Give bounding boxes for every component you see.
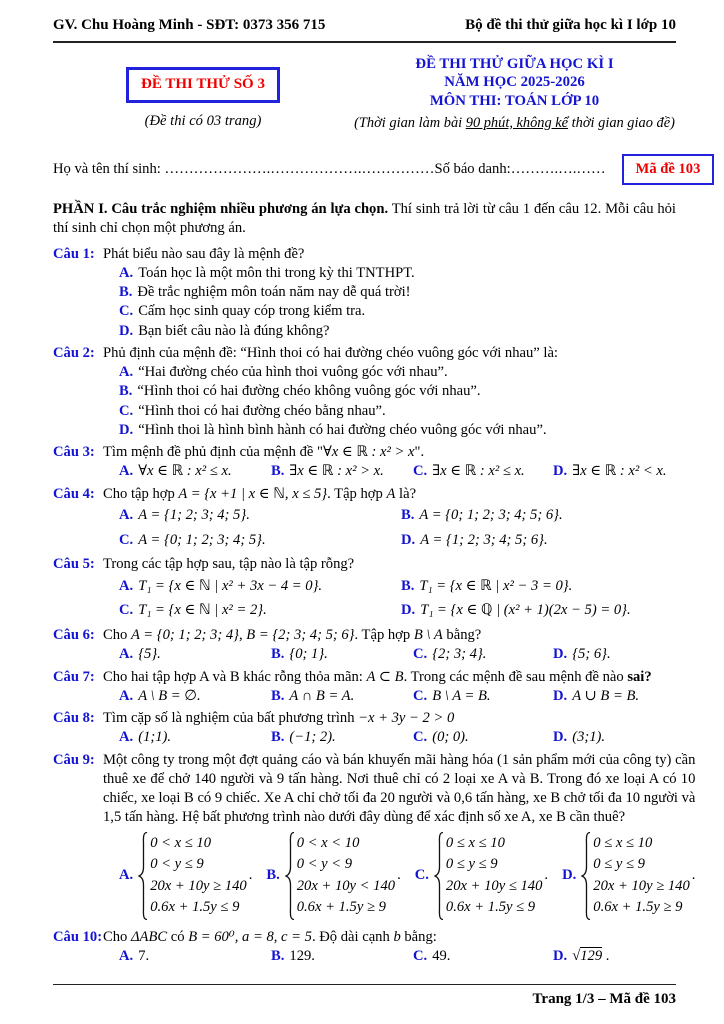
system-line: 0 ≤ x ≤ 10 (593, 834, 653, 851)
question-label: Câu 9: (53, 751, 95, 768)
system-line: 20x + 10y ≥ 140 (150, 877, 247, 894)
text-segment: A = {1; 2; 3; 4; 5; 6}. (420, 531, 548, 548)
option-label: A. (119, 687, 134, 704)
option (119, 599, 401, 623)
text-segment: Đề trắc nghiệm môn toán năm nay dễ quá trời! (137, 284, 411, 301)
text-segment: {0; 1}. (289, 646, 328, 663)
option-text (289, 646, 327, 662)
question-label: Câu 4: (53, 485, 95, 502)
text-segment: A \ B = ∅. (138, 687, 201, 704)
sbd-dots: ……….….…… (510, 160, 606, 177)
text-segment: T₁ = {x ∈ ℚ | (x² + 1)(2x − 5) = 0}. (420, 602, 631, 619)
option (119, 382, 676, 401)
question-label: Câu 10: (53, 928, 103, 945)
question-content (103, 485, 676, 553)
options (103, 645, 676, 664)
option-suffix: . (397, 866, 401, 883)
text-segment: A = {0; 1; 2; 3; 4; 5}. (138, 531, 266, 548)
option (401, 528, 676, 552)
title-block (53, 55, 676, 132)
question-stem (103, 751, 695, 828)
text-segment: A = {1; 2; 3; 4; 5}. (138, 507, 250, 524)
text-segment: A ∪ B = B. (572, 687, 640, 704)
question-content (103, 928, 676, 967)
text-segment: Phủ định của mệnh đề: “Hình thoi có hai đường chéo vuông góc với nhau” là: (103, 344, 558, 361)
option-label: C. (414, 866, 429, 883)
text-segment: 129. (289, 947, 315, 964)
pages-note: (Đề thi có 03 trang) (144, 112, 262, 129)
option-text (289, 948, 315, 964)
system-line: 0 < y < 9 (296, 856, 353, 873)
question-stem (103, 443, 676, 462)
text-segment: Một công ty trong một đợt quảng cáo và bán khuyến mãi hàng hóa (1 sản phẩm mới của công ty) cần thuê xe để chở 140 người và 9 tấn hàng. Nơi thuê chỉ có 2 loại xe A và B. Trong đó xe loại A có 10 chiếc, xe loại B có 9 chiếc. Xe A chỉ chở tối đa 20 người và 0,6 tấn hàng, xe B chở tối đa 10 người và 1,5 tấn hàng. Hệ bất phương trình nào dưới đây dùng để xác định số xe A, xe B cần thuê? (103, 751, 696, 826)
system-line: 0 ≤ y ≤ 9 (445, 856, 498, 873)
options (103, 575, 676, 624)
question (53, 928, 676, 967)
system-line: 20x + 10y < 140 (296, 877, 396, 894)
option (401, 575, 676, 599)
option-text (289, 688, 354, 704)
option (266, 831, 400, 921)
system-line: 0.6x + 1.5y ≥ 9 (296, 899, 386, 916)
option (119, 264, 676, 283)
option (271, 645, 413, 664)
option-label: B. (271, 687, 285, 704)
option-label: A. (119, 646, 134, 663)
question (53, 709, 676, 748)
question-stem (103, 626, 676, 645)
text-segment: ∃x ∈ ℝ : x² ≤ x. (432, 463, 525, 480)
text-segment: B \ A = B. (432, 687, 491, 704)
option-label: D. (553, 463, 568, 480)
option (271, 947, 413, 966)
title-block-left (53, 55, 353, 132)
text-segment: “Hình thoi có hai đường chéo bằng nhau”. (138, 402, 386, 419)
option-text (572, 729, 605, 745)
option-label: B. (119, 383, 133, 400)
collection-title: Bộ đề thi thử giữa học kì I lớp 10 (465, 17, 676, 33)
name-dots: ………………….……………….…………… (164, 160, 435, 177)
option-text (138, 403, 385, 419)
options (103, 831, 695, 921)
text-segment: Cấm học sinh quay cóp trong kiểm tra. (138, 303, 366, 320)
text-segment: là? (395, 485, 417, 502)
option-label: D. (553, 646, 568, 663)
teacher-info: GV. Chu Hoàng Minh - SĐT: 0373 356 715 (53, 17, 326, 33)
option-label: B. (271, 947, 285, 964)
option (119, 728, 271, 747)
option-text (138, 578, 322, 594)
option (119, 687, 271, 706)
option-text (420, 602, 630, 618)
options (103, 687, 676, 706)
question (53, 245, 676, 341)
system-lines (297, 833, 395, 919)
question-stem (103, 344, 676, 363)
option-text (138, 729, 171, 745)
text-segment: . Trong các mệnh đề sau mệnh đề nào (403, 668, 628, 685)
option (119, 421, 676, 440)
text-segment: 7. (138, 947, 150, 964)
option (119, 528, 401, 552)
option-text (572, 463, 666, 479)
option-text (138, 364, 447, 380)
option-text (138, 507, 250, 523)
option-text (572, 947, 609, 964)
text-segment: “Hình thoi có hai đường chéo không vuông góc với nhau”. (137, 383, 481, 400)
text-segment: Tìm mệnh đề phủ định của mệnh đề " (103, 444, 323, 461)
option-text (138, 602, 267, 618)
text-segment: T₁ = {x ∈ ℝ | x² − 3 = 0}. (419, 578, 573, 595)
question-label: Câu 5: (53, 556, 95, 573)
option (413, 687, 553, 706)
text-segment: −x + 3y − 2 > 0 (358, 710, 455, 727)
text-segment: Cho tập hợp (103, 485, 179, 502)
question (53, 751, 696, 925)
option-suffix: . (544, 866, 549, 883)
option-label: C. (413, 729, 428, 746)
options (103, 728, 676, 747)
question-stem (103, 668, 676, 687)
option-label: A. (119, 364, 134, 381)
option (271, 687, 413, 706)
option (562, 831, 695, 921)
exam-title-line3: MÔN THI: TOÁN LỚP 10 (429, 93, 600, 110)
option-label: C. (413, 947, 428, 964)
option-label: C. (119, 303, 134, 320)
part1-text: Thí sinh trả lời từ câu 1 đến câu 12. Mỗi câu hỏi thí sinh chỉ chọn một phương án. (53, 201, 676, 237)
text-segment: T₁ = {x ∈ ℕ | x² = 2}. (138, 602, 267, 619)
question-stem (103, 485, 676, 504)
text-segment: “Hình thoi là hình bình hành có hai đường chéo vuông góc với nhau”. (138, 421, 547, 438)
system-line: 0.6x + 1.5y ≥ 9 (593, 899, 683, 916)
option-text (289, 729, 335, 745)
option (415, 831, 548, 921)
option-text (419, 507, 562, 523)
option (271, 462, 413, 481)
option (119, 402, 676, 421)
text-segment: Trong các tập hợp sau, tập nào là tập rỗng? (103, 556, 355, 573)
candidate-name-line (53, 160, 606, 179)
question-content (103, 668, 676, 707)
option (413, 947, 553, 966)
page-footer: Trang 1/3 – Mã đề 103 (53, 984, 676, 1010)
option-label: B. (401, 578, 415, 595)
question-label: Câu 8: (53, 710, 95, 727)
option-label: B. (271, 463, 285, 480)
text-segment: “Hai đường chéo của hình thoi vuông góc với nhau”. (138, 364, 448, 381)
text-segment: . (602, 947, 610, 964)
system-line: 0 < x ≤ 10 (150, 834, 212, 851)
question-stem (103, 245, 676, 264)
question (53, 626, 676, 665)
system-lines (446, 833, 542, 919)
option (401, 504, 676, 528)
text-segment: B \ A (413, 627, 443, 644)
name-label: Họ và tên thí sinh: (53, 160, 165, 177)
option-text (138, 532, 265, 548)
option (553, 728, 676, 747)
question (53, 668, 676, 707)
text-segment: ∀x ∈ ℝ : x² > x (322, 444, 415, 461)
option-label: D. (401, 531, 416, 548)
option-label: C. (119, 602, 134, 619)
option-label: B. (271, 646, 285, 663)
candidate-row (53, 154, 701, 185)
option-text (432, 688, 490, 704)
page-header (53, 16, 676, 43)
text-segment: A (386, 485, 396, 502)
part1-instructions (53, 200, 676, 239)
text-segment: A = {x +1 | x ∈ ℕ, x ≤ 5} (178, 485, 328, 502)
text-segment: A = {0; 1; 2; 3; 4; 5; 6}. (419, 507, 563, 524)
questions (53, 242, 696, 967)
option-text (138, 688, 200, 704)
option (413, 728, 553, 747)
system-line: 0.6x + 1.5y ≤ 9 (150, 899, 240, 916)
text-segment: ∀x ∈ ℝ : x² ≤ x. (138, 463, 232, 480)
text-segment: A ∩ B = A. (289, 687, 355, 704)
option-text (432, 463, 525, 479)
option-text (138, 948, 149, 964)
brace-icon (581, 831, 591, 921)
text-segment: . Tập hợp (354, 627, 414, 644)
option-label: A. (119, 507, 134, 524)
option-label: D. (401, 602, 416, 619)
text-segment: ΔABC (130, 928, 168, 945)
question (53, 443, 676, 482)
option-label: D. (119, 322, 134, 339)
text-segment: bằng? (442, 627, 482, 644)
text-segment: ∃x ∈ ℝ : x² > x. (289, 463, 384, 480)
text-segment: . Tập hợp (327, 485, 387, 502)
options (103, 462, 676, 481)
option (401, 599, 676, 623)
option (119, 283, 676, 302)
text-segment: Cho (103, 928, 131, 945)
question-content (103, 245, 676, 341)
question-label: Câu 1: (53, 245, 95, 262)
option-text (137, 284, 410, 300)
option-text (432, 948, 450, 964)
option-suffix: . (691, 866, 696, 883)
option-label: B. (266, 866, 280, 883)
option-label: B. (271, 729, 285, 746)
option (119, 363, 676, 382)
options (103, 363, 676, 440)
option-label: A. (119, 578, 134, 595)
text-segment: 129 (580, 947, 603, 964)
option-text (419, 578, 572, 594)
question-stem (103, 555, 676, 574)
option-label: C. (119, 531, 134, 548)
option-text (138, 323, 329, 339)
option (119, 947, 271, 966)
option-text (572, 646, 610, 662)
option-label: D. (553, 729, 568, 746)
option (119, 322, 676, 341)
text-segment: {5; 6}. (572, 646, 611, 663)
question (53, 344, 676, 440)
option (119, 575, 401, 599)
text-segment: √ (572, 947, 581, 964)
question-content (103, 626, 676, 665)
option-text (138, 303, 365, 319)
exam-number-box: ĐỀ THI THỬ SỐ 3 (126, 67, 280, 103)
brace-icon (285, 831, 295, 921)
option (119, 462, 271, 481)
text-segment: . Độ dài cạnh (311, 928, 394, 945)
system-line: 0 ≤ y ≤ 9 (593, 856, 645, 873)
text-segment: ". (414, 444, 425, 461)
option-label: B. (119, 284, 133, 301)
brace-icon (138, 831, 148, 921)
option-text (432, 646, 486, 662)
exam-code-box: Mã đề 103 (622, 154, 715, 185)
option (271, 728, 413, 747)
text-segment: sai? (627, 668, 652, 685)
part1-title: PHẦN I. Câu trắc nghiệm nhiều phương án lựa chọn. (53, 201, 389, 218)
question-label: Câu 2: (53, 344, 95, 361)
text-segment: (0; 0). (432, 729, 469, 746)
text-segment: có (167, 928, 189, 945)
question-content (103, 555, 676, 623)
option-label: C. (413, 463, 428, 480)
question-content (103, 344, 676, 440)
option (553, 687, 676, 706)
brace-icon (434, 831, 444, 921)
option (413, 645, 553, 664)
option-label: D. (119, 421, 134, 438)
system-line: 0 < y ≤ 9 (150, 856, 204, 873)
option-label: D. (562, 866, 577, 883)
option (119, 831, 252, 921)
option (119, 504, 401, 528)
system-line: 20x + 10y ≥ 140 (593, 877, 690, 894)
question-content (103, 709, 676, 748)
exam-title-line1: ĐỀ THI THỬ GIỮA HỌC KÌ I (415, 55, 614, 72)
option-text (138, 646, 161, 662)
text-segment: Cho (103, 627, 131, 644)
option-label: C. (413, 646, 428, 663)
title-block-right (353, 55, 676, 132)
option-label: A. (119, 264, 134, 281)
text-segment: (−1; 2). (289, 729, 336, 746)
system-line: 0.6x + 1.5y ≤ 9 (445, 899, 536, 916)
option-label: C. (119, 402, 134, 419)
question-label: Câu 3: (53, 444, 95, 461)
option (119, 645, 271, 664)
question (53, 555, 676, 623)
text-segment: {5}. (138, 646, 161, 663)
text-segment: Bạn biết câu nào là đúng không? (138, 322, 330, 339)
option-label: A. (119, 463, 134, 480)
option-text (432, 729, 468, 745)
question-stem (103, 928, 676, 947)
option-text (420, 532, 547, 548)
sbd-label: Số báo danh: (434, 160, 511, 177)
question-label: Câu 6: (53, 627, 95, 644)
system-lines (150, 833, 246, 919)
system-lines (593, 833, 689, 919)
time-note-underlined: 90 phút, không kể (465, 114, 569, 131)
text-segment: {2; 3; 4}. (432, 646, 487, 663)
text-segment: Cho hai tập hợp A và B khác rỗng thỏa mãn: (103, 668, 367, 685)
option-text (138, 463, 231, 479)
option (553, 462, 676, 481)
text-segment: T₁ = {x ∈ ℕ | x² + 3x − 4 = 0}. (138, 578, 323, 595)
text-segment: b (393, 928, 401, 945)
options (103, 947, 676, 966)
option-label: A. (119, 729, 134, 746)
text-segment: A = {0; 1; 2; 3; 4}, B = {2; 3; 4; 5; 6} (130, 627, 355, 644)
text-segment: Tìm cặp số là nghiệm của bất phương trình (103, 710, 359, 727)
question-content (103, 443, 676, 482)
option-text (289, 463, 383, 479)
option-label: C. (413, 687, 428, 704)
option (413, 462, 553, 481)
option-suffix: . (248, 866, 253, 883)
option (553, 645, 676, 664)
text-segment: Phát biểu nào sau đây là mệnh đề? (103, 245, 305, 262)
option-text (138, 265, 415, 281)
text-segment: A ⊂ B (366, 668, 404, 685)
options (103, 264, 676, 341)
text-segment: bằng: (400, 928, 437, 945)
system-line: 20x + 10y ≤ 140 (445, 877, 543, 894)
question (53, 485, 676, 553)
time-note-post: thời gian giao đề) (568, 114, 675, 131)
text-segment: Toán học là một môn thi trong kỳ thi TNTHPT. (138, 264, 415, 281)
question-stem (103, 709, 676, 728)
option-text (137, 383, 480, 399)
option (119, 302, 676, 321)
options (103, 504, 676, 553)
option-label: A. (119, 947, 134, 964)
system-line: 0 ≤ x ≤ 10 (445, 834, 505, 851)
question-content (103, 751, 695, 925)
option-label: D. (553, 947, 568, 964)
option (553, 947, 676, 966)
time-note (353, 114, 676, 132)
option-text (138, 422, 546, 438)
question-label: Câu 7: (53, 668, 95, 685)
text-segment: (3;1). (572, 729, 606, 746)
option-label: B. (401, 507, 415, 524)
option-text (572, 688, 639, 704)
text-segment: (1;1). (138, 729, 172, 746)
exam-title-line2: NĂM HỌC 2025-2026 (444, 74, 585, 91)
text-segment: 49. (432, 947, 451, 964)
text-segment: B = 60⁰, a = 8, c = 5 (188, 928, 312, 945)
system-line: 0 < x < 10 (296, 834, 360, 851)
option-label: D. (553, 687, 568, 704)
text-segment: ∃x ∈ ℝ : x² < x. (572, 463, 667, 480)
option-label: A. (119, 866, 134, 883)
time-note-pre: (Thời gian làm bài (354, 114, 466, 131)
